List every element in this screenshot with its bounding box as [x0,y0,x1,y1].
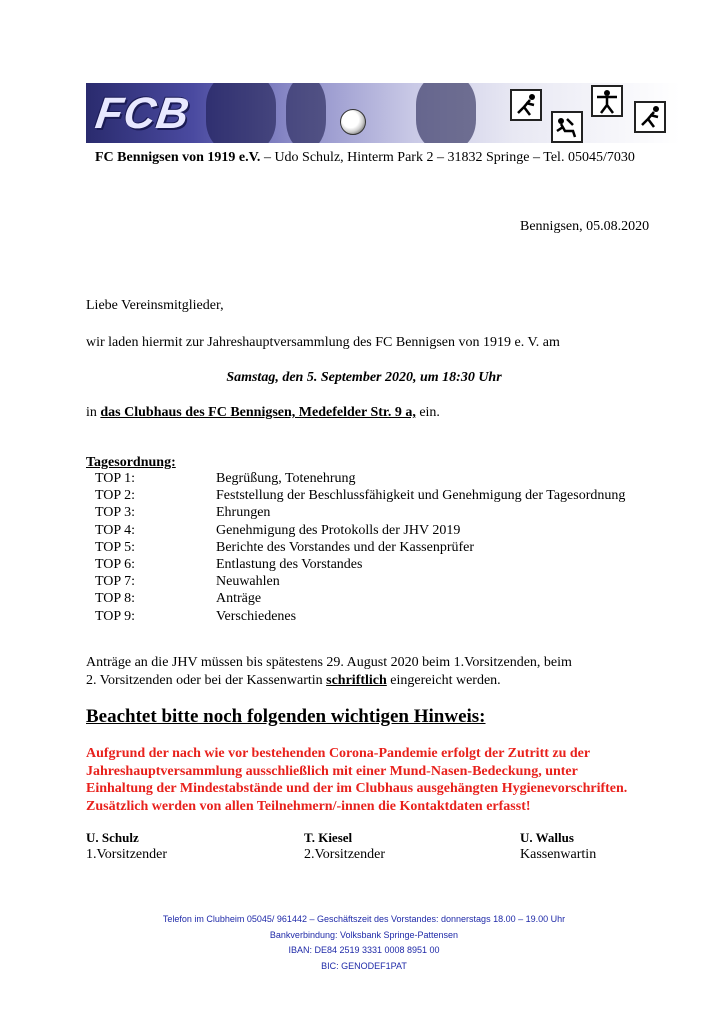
agenda-item-text: Neuwahlen [216,574,280,590]
greeting: Liebe Vereinsmitglieder, [86,298,224,313]
notice-line: Aufgrund der nach wie vor bestehenden Corona-Pandemie erfolgt der Zutritt zu der [86,746,591,761]
footer-bic: BIC: GENODEF1PAT [321,960,407,971]
agenda-item-number: TOP 6: [95,556,136,572]
agenda-item-text: Berichte des Vorstandes und der Kassenprüfer [216,539,475,555]
motions-text-line-1: Anträge an die JHV müssen bis spätestens 29. August 2020 beim 1.Vorsitzenden, beim [86,655,572,670]
agenda-item-text: Genehmigung des Protokolls der JHV 2019 [216,522,461,538]
agenda-item-text: Anträge [216,591,262,607]
fitness-icon [551,111,583,143]
agenda-item [95,556,625,573]
football-icon [340,109,366,135]
agenda-item-text: Begrüßung, Totenehrung [216,471,356,486]
signature-name: U. Wallus [520,830,574,845]
notice-line: Jahreshauptversammlung ausschließlich mit einer Mund-Nasen-Bedeckung, unter [86,763,578,779]
agenda-item-text: Feststellung der Beschlussfähigkeit und Genehmigung der Tagesordnung [216,488,626,504]
agenda-item [95,470,625,487]
agenda-item [95,522,625,539]
table-tennis-icon [634,101,666,133]
club-logo: FCB [92,89,193,138]
agenda-item [95,573,625,590]
signature-role: 2.Vorsitzender [304,847,385,862]
agenda-item [95,487,625,504]
player-silhouette [206,83,276,143]
club-address: – Udo Schulz, Hinterm Park 2 – 31832 Springe – Tel. 05045/7030 [260,150,635,165]
location-suffix: ein. [415,405,440,420]
gymnastics-icon [591,85,623,117]
location-prefix: in [86,405,101,420]
player-silhouette [416,83,476,143]
table-tennis-icon [510,89,542,121]
event-date: Samstag, den 5. September 2020, um 18:30 Uhr [226,370,502,385]
player-silhouette [286,83,326,143]
signature-role: Kassenwartin [520,847,597,862]
agenda-title: Tagesordnung: [86,455,176,470]
agenda-item-text: Entlastung des Vorstandes [216,556,363,572]
footer-contact: Telefon im Clubheim 05045/ 961442 – Geschäftszeit des Vorstandes: donnerstags 18.00 – 19.00 Uhr [162,914,566,924]
agenda-item-number: TOP 1: [95,471,136,486]
agenda-item-number: TOP 7: [95,574,136,590]
agenda-item-number: TOP 2: [95,488,136,504]
club-name: FC Bennigsen von 1919 e.V. [95,150,261,165]
agenda-item [95,608,625,625]
notice-line: Einhaltung der Mindestabstände und der im Clubhaus ausgehängten Hygienevorschriften. [86,781,628,796]
motions-emphasis: schriftlich [326,673,387,688]
agenda-item-text: Ehrungen [216,505,271,521]
notice-title: Beachtet bitte noch folgenden wichtigen Hinweis: [86,706,486,727]
signature-role: 1.Vorsitzender [86,847,167,862]
signature-name: T. Kiesel [304,830,353,845]
corona-notice [86,745,627,815]
motions-text-line-2 [86,673,501,689]
agenda-item-text: Verschiedenes [216,608,297,624]
agenda-list [95,470,625,625]
motions-suffix: eingereicht werden. [386,673,501,688]
footer-iban: IBAN: DE84 2519 3331 0008 8951 00 [288,945,440,955]
agenda-item-number: TOP 3: [95,505,136,521]
footer-bank: Bankverbindung: Volksbank Springe-Pattensen [269,929,459,940]
agenda-item-number: TOP 4: [95,522,136,538]
invitation-text: wir laden hiermit zur Jahreshauptversammlung des FC Bennigsen von 1919 e. V. am [86,335,560,350]
motions-prefix: 2. Vorsitzenden oder bei der Kassenwartin [86,673,327,688]
agenda-item-number: TOP 9: [95,608,136,624]
location-place: das Clubhaus des FC Bennigsen, Medefelder Str. 9 a, [100,405,416,420]
footer [0,912,728,974]
agenda-item [95,504,625,521]
signature-name: U. Schulz [86,830,139,845]
agenda-item-number: TOP 8: [95,591,136,607]
notice-line: Zusätzlich werden von allen Teilnehmern/-innen die Kontaktdaten erfasst! [86,798,531,814]
letter-date: Bennigsen, 05.08.2020 [520,219,650,234]
agenda-item [95,539,625,556]
agenda-item-number: TOP 5: [95,539,136,555]
letterhead-address [95,150,635,166]
location-line [86,405,440,421]
agenda-item [95,590,625,607]
club-banner [86,83,680,143]
